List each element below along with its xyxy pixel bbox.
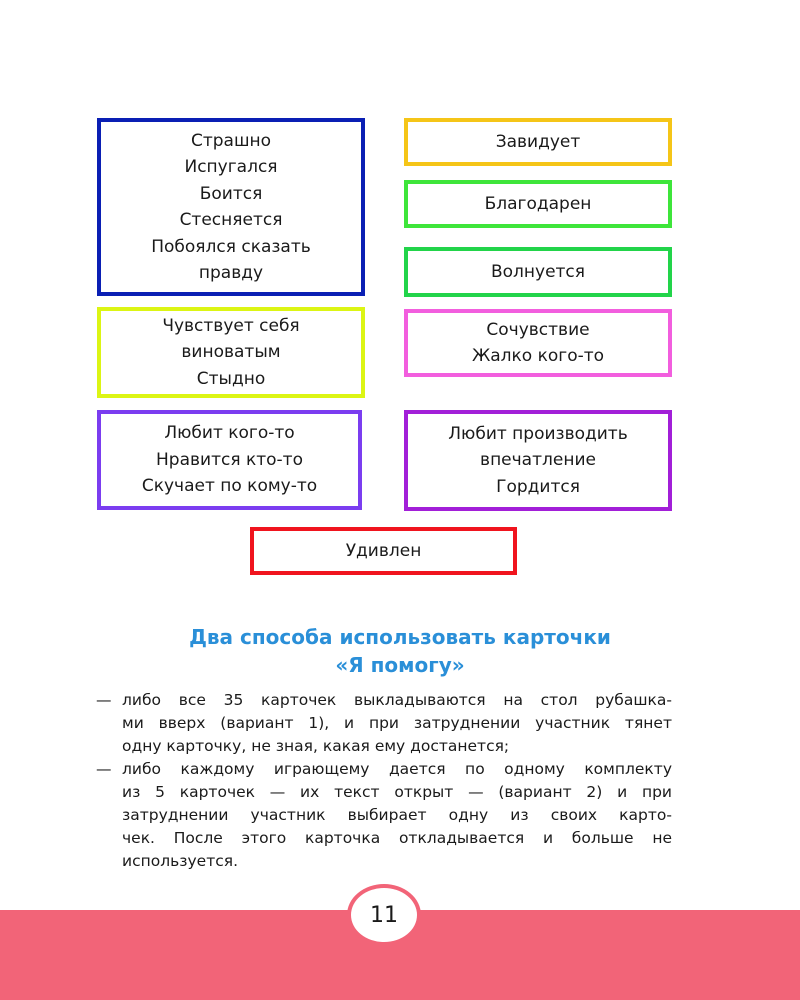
card-line: Чувствует себя [162,315,300,336]
text-line: затруднении участник выбирает одну из своих карто- [122,806,672,824]
emotion-card-guilt [97,307,365,398]
card-line: Скучает по кому-то [141,476,318,497]
emotion-card-worry [404,247,672,297]
card-line: Стесняется [179,210,283,230]
card-line: Побоялся сказать [151,236,311,257]
text-line: используется. [122,852,239,870]
emotion-card-love [97,410,362,510]
card-line: Волнуется [490,261,586,282]
section-heading-line-1: Два способа использовать карточки [189,625,611,649]
list-dash: — [96,691,112,709]
card-line: правду [198,263,264,283]
text-line: из 5 карточек — их текст открыт — (вариант 2) и при [122,783,672,801]
text-line: одну карточку, не зная, какая ему достанется; [122,737,510,755]
card-line: впечатление [480,450,596,471]
list-item [96,689,672,758]
text-line: либо все 35 карточек выкладываются на стол рубашка- [122,691,672,709]
card-line: Благодарен [484,193,592,214]
text-line: либо каждому играющему дается по одному комплекту [122,760,672,778]
card-line: Жалко кого-то [471,346,605,366]
emotion-card-sympathy [404,309,672,377]
text-line: чек. После этого карточка откладывается и больше не [122,829,672,847]
card-line: Любит производить [448,423,628,444]
emotion-card-gratitude [404,180,672,228]
card-line: Завидует [495,131,581,152]
list-dash: — [96,760,112,778]
page-number: 11 [347,884,421,946]
emotion-card-pride [404,410,672,511]
card-line: виноватым [181,342,281,363]
card-line: Испугался [184,157,278,177]
emotion-card-surprise [250,527,517,575]
card-line: Стыдно [196,368,266,389]
section-heading-line-2: «Я помогу» [335,653,465,677]
emotion-card-envy [404,118,672,166]
list-item [96,758,672,873]
card-line: Страшно [190,130,272,151]
text-line: ми вверх (вариант 1), и при затруднении участник тянет [122,714,672,732]
card-line: Нравится кто-то [156,449,303,470]
card-line: Любит кого-то [164,423,295,444]
emotion-card-fear [97,118,365,296]
card-line: Боится [199,183,263,204]
card-line: Удивлен [345,540,422,561]
instructions-list [96,689,672,873]
card-line: Сочувствие [486,319,590,340]
card-line: Гордится [496,476,580,497]
section-heading [0,623,800,679]
